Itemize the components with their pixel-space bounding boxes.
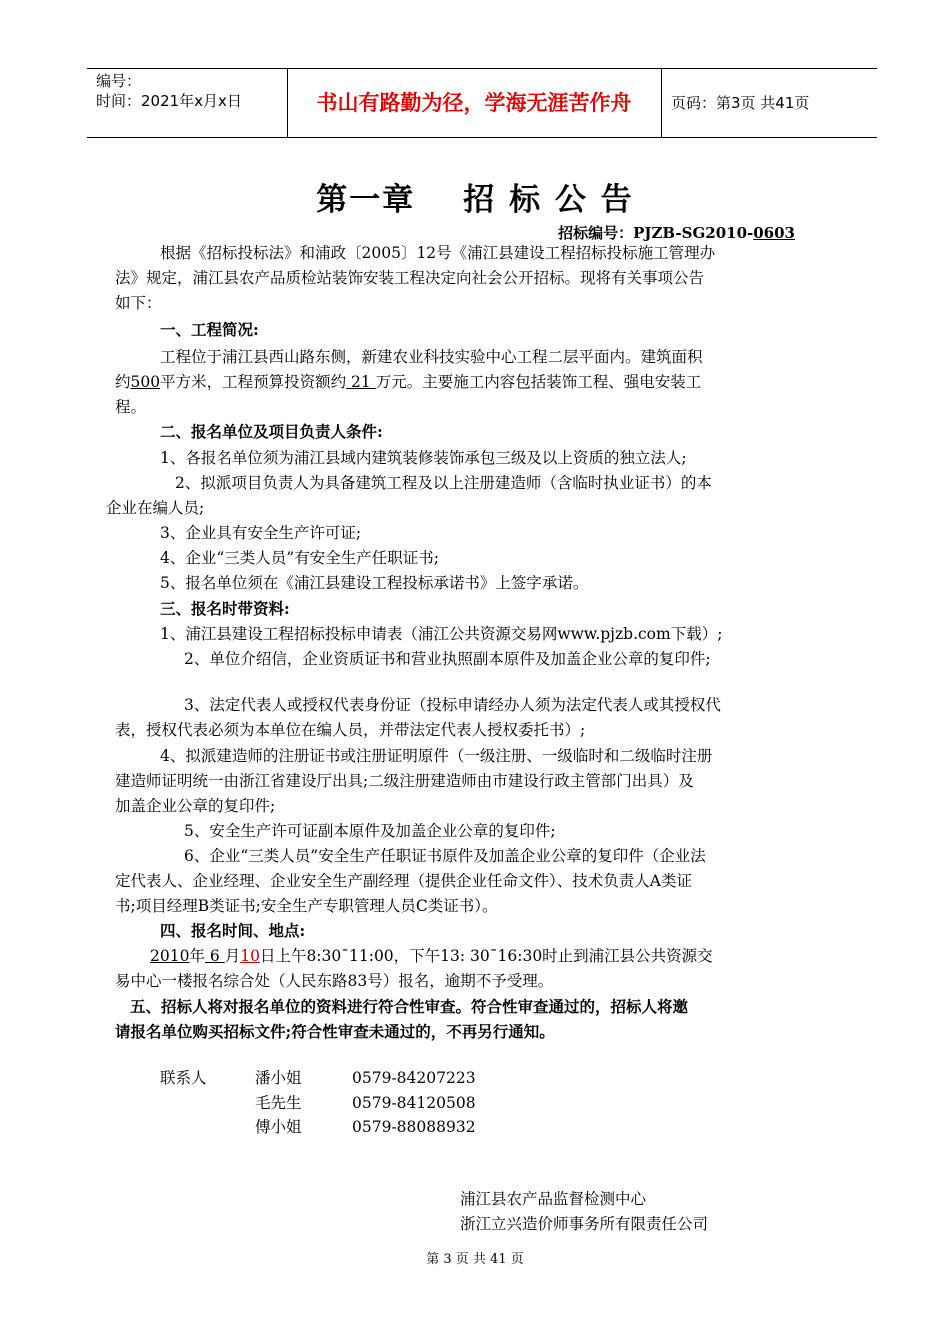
text-line: 约500平方米，工程预算投资额约 21 万元。主要施工内容包括装饰工程、强电安装工 — [115, 373, 702, 391]
text-line: 易中心一楼报名综合处（人民东路83号）报名，逾期不予受理。 — [115, 972, 554, 990]
header-table — [87, 68, 877, 138]
list-item: 2、拟派项目负责人为具备建筑工程及以上注册建造师（含临时执业证书）的本 — [175, 474, 712, 492]
chapter-name: 招 标 公 告 — [463, 182, 634, 218]
section-heading: 一、工程简况: — [160, 320, 259, 339]
notice-line: 请报名单位购买招标文件;符合性审查未通过的，不再另行通知。 — [115, 1022, 555, 1041]
list-item: 加盖企业公章的复印件; — [115, 797, 276, 815]
section-heading: 三、报名时带资料: — [160, 599, 290, 618]
section-heading: 二、报名单位及项目负责人条件: — [160, 422, 383, 441]
header-divider — [287, 69, 288, 137]
list-item: 2、单位介绍信，企业资质证书和营业执照副本原件及加盖企业公章的复印件; — [184, 650, 711, 668]
year-value: 2010 — [150, 947, 190, 965]
contact-phone: 0579-88088932 — [352, 1118, 476, 1136]
list-item: 1、浦江县建设工程招标投标申请表（浦江公共资源交易网www.pjzb.com下载）; — [160, 625, 723, 643]
contact-name: 傅小姐 — [255, 1118, 302, 1136]
contact-phone: 0579-84120508 — [352, 1094, 476, 1112]
header-page-info: 页码：第3页 共41页 — [671, 94, 810, 112]
list-item: 3、企业具有安全生产许可证; — [160, 524, 362, 542]
intro-line: 如下： — [115, 294, 162, 312]
list-item: 4、企业“三类人员”有安全生产任职证书; — [160, 549, 439, 567]
notice-line: 五、招标人将对报名单位的资料进行符合性审查。符合性审查通过的，招标人将邀 — [130, 997, 689, 1016]
header-motto: 书山有路勤为径，学海无涯苦作舟 — [316, 91, 632, 115]
budget-value: 21 — [346, 373, 376, 391]
page-title — [0, 174, 950, 219]
list-item: 企业在编人员; — [106, 499, 205, 517]
list-item: 3、法定代表人或授权代表身份证（投标申请经办人须为法定代表人或其授权代 — [184, 696, 721, 714]
contact-label: 联系人 — [160, 1069, 207, 1087]
bid-number — [558, 222, 795, 243]
list-item: 4、拟派建造师的注册证书或注册证明原件（一级注册、一级临时和二级临时注册 — [160, 747, 713, 765]
list-item: 书;项目经理B类证书;安全生产专职管理人员C类证书）。 — [115, 897, 498, 915]
signer: 浙江立兴造价师事务所有限责任公司 — [460, 1215, 709, 1233]
list-item: 5、报名单位须在《浦江县建设工程投标承诺书》上签字承诺。 — [160, 574, 589, 592]
bid-number-value: 0603 — [753, 224, 795, 242]
intro-line: 法》规定，浦江县农产品质检站装饰安装工程决定向社会公开招标。现将有关事项公告 — [115, 269, 705, 287]
number-label: 编号： — [96, 72, 142, 90]
contact-name: 潘小姐 — [255, 1069, 302, 1087]
intro-line: 根据《招标投标法》和浦政〔2005〕12号《浦江县建设工程招标投标施工管理办 — [160, 244, 716, 262]
list-item: 5、安全生产许可证副本原件及加盖企业公章的复印件; — [184, 822, 556, 840]
text-line: 2010年 6 月10日上午8:30¯11:00，下午13: 30¯16:30时止到浦江县公共资源交 — [150, 947, 713, 965]
header-meta — [96, 71, 286, 111]
text-line: 程。 — [115, 398, 147, 416]
header-divider — [661, 69, 662, 137]
time-label: 时间：2021年x月x日 — [96, 92, 242, 110]
month-value: 6 — [204, 947, 225, 965]
list-item: 1、各报名单位须为浦江县域内建筑装修装饰承包三级及以上资质的独立法人; — [160, 449, 687, 467]
list-item: 表，授权代表必须为本单位在编人员，并带法定代表人授权委托书）; — [115, 721, 586, 739]
chapter-label: 第一章 — [316, 182, 416, 218]
section-heading: 四、报名时间、地点: — [160, 921, 306, 940]
bid-number-label: 招标编号：PJZB-SG2010- — [558, 224, 754, 242]
signer: 浦江县农产品监督检测中心 — [460, 1190, 647, 1208]
day-value: 10 — [240, 947, 260, 965]
page-footer: 第 3 页 共 41 页 — [426, 1252, 524, 1267]
contact-phone: 0579-84207223 — [352, 1069, 476, 1087]
list-item: 6、企业“三类人员”安全生产任职证书原件及加盖企业公章的复印件（企业法 — [184, 847, 706, 865]
contact-name: 毛先生 — [255, 1094, 302, 1112]
area-value: 500 — [130, 373, 161, 391]
text-line: 工程位于浦江县西山路东侧，新建农业科技实验中心工程二层平面内。建筑面积 — [160, 348, 703, 366]
list-item: 定代表人、企业经理、企业安全生产副经理（提供企业任命文件）、技术负责人A类证 — [115, 872, 692, 890]
list-item: 建造师证明统一由浙江省建设厅出具;二级注册建造师由市建设行政主管部门出具）及 — [115, 772, 694, 790]
